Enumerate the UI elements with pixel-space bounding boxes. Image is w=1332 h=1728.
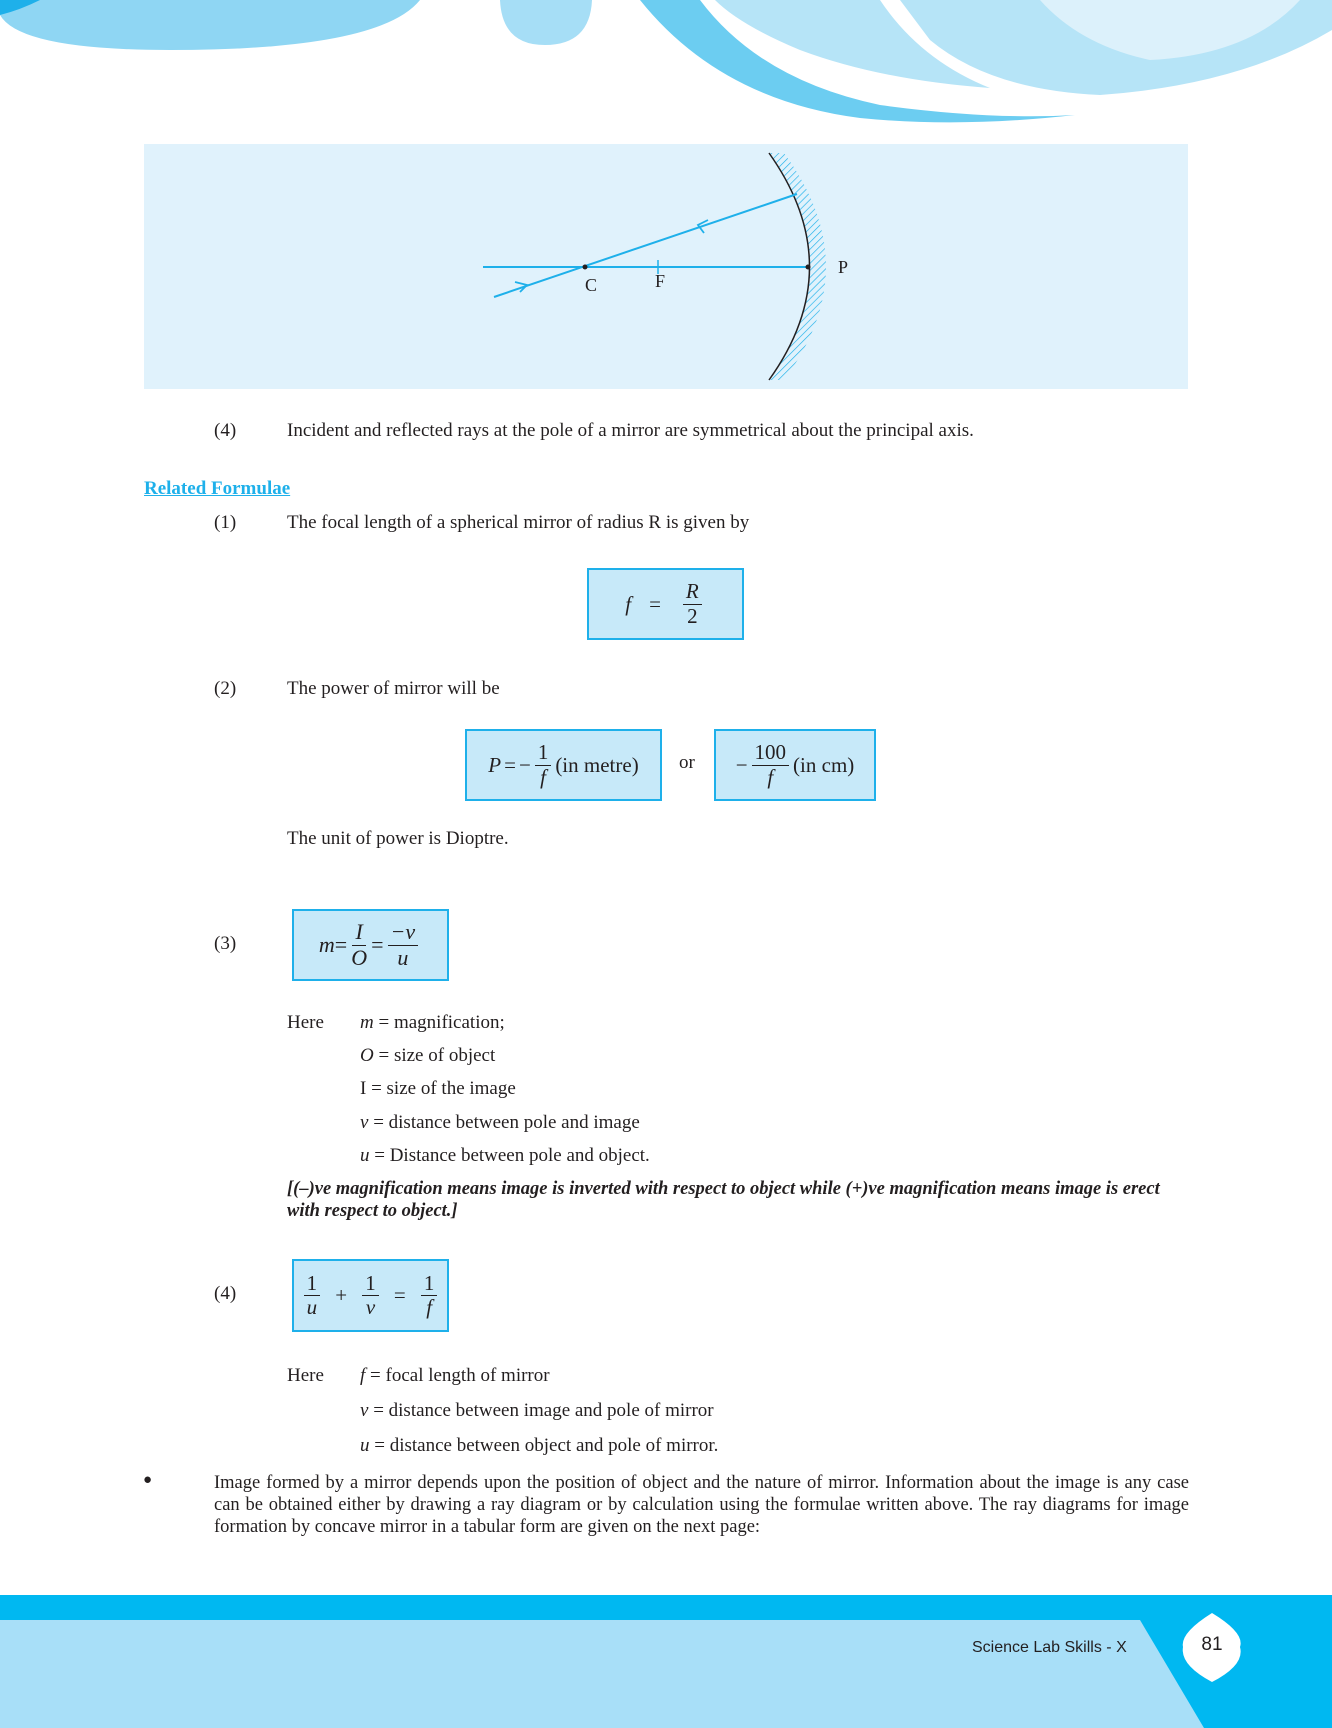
minus: − bbox=[518, 752, 531, 777]
pole-point bbox=[806, 265, 811, 270]
or-text: or bbox=[679, 752, 695, 773]
label-p: P bbox=[838, 257, 849, 277]
definition-text: I = size of the image bbox=[360, 1078, 516, 1099]
power-formula-metre bbox=[465, 729, 662, 801]
numerator: 1 bbox=[421, 1272, 438, 1296]
focal-length-formula bbox=[587, 568, 744, 640]
point-text: Incident and reflected rays at the pole of a mirror are symmetrical about the principal axis. bbox=[287, 420, 974, 441]
definition-text: = magnification; bbox=[373, 1012, 505, 1033]
section-heading: Related Formulae bbox=[144, 478, 291, 499]
formula-4-number: (4) bbox=[214, 1283, 237, 1304]
definition bbox=[360, 1112, 640, 1134]
fraction bbox=[535, 741, 552, 788]
definition bbox=[360, 1012, 505, 1034]
symbol: m bbox=[360, 1012, 374, 1033]
definition-text: = focal length of mirror bbox=[365, 1365, 550, 1386]
here-label: Here bbox=[287, 1365, 324, 1386]
plus: + bbox=[335, 1283, 348, 1307]
symbol: P bbox=[488, 752, 502, 777]
minus: − bbox=[735, 752, 748, 777]
point-number: (4) bbox=[214, 420, 237, 441]
symbol: O bbox=[360, 1045, 374, 1066]
numerator: 100 bbox=[752, 741, 790, 765]
definition bbox=[360, 1365, 550, 1387]
fraction bbox=[304, 1272, 321, 1319]
numerator: R bbox=[683, 580, 702, 604]
denominator: u bbox=[397, 944, 409, 970]
symbol: f bbox=[360, 1365, 366, 1386]
concave-mirror-diagram bbox=[144, 144, 1188, 389]
formula-3-number: (3) bbox=[214, 933, 237, 954]
symbol: f bbox=[625, 591, 632, 616]
definition bbox=[360, 1435, 718, 1457]
formula-2-number: (2) bbox=[214, 678, 237, 699]
denominator: v bbox=[365, 1295, 376, 1319]
denominator: f bbox=[767, 764, 774, 789]
definition bbox=[360, 1045, 495, 1067]
denominator: O bbox=[351, 944, 368, 970]
definition bbox=[360, 1145, 650, 1167]
magnification-note: [(–)ve magnification means image is inverted with respect to object while (+)ve magnification means image is erect with respect to object.] bbox=[287, 1179, 1160, 1221]
formula-1-number: (1) bbox=[214, 512, 237, 533]
equals: = bbox=[371, 932, 384, 957]
numerator: 1 bbox=[304, 1272, 321, 1296]
denominator: f bbox=[540, 764, 546, 789]
definition-text: = size of object bbox=[373, 1045, 496, 1066]
numerator: 1 bbox=[535, 741, 552, 765]
ray bbox=[494, 194, 797, 297]
definition-text: = distance between image and pole of mirror bbox=[368, 1400, 714, 1421]
center-point bbox=[583, 265, 588, 270]
fraction bbox=[362, 1272, 379, 1319]
label-f: F bbox=[655, 271, 666, 291]
numerator: 1 bbox=[362, 1272, 379, 1296]
denominator: u bbox=[306, 1295, 318, 1319]
ray-diagram bbox=[144, 144, 1188, 389]
definition bbox=[360, 1400, 714, 1422]
page-number: 81 bbox=[1201, 1634, 1223, 1655]
equals: = bbox=[393, 1283, 406, 1307]
bullet-icon: ● bbox=[143, 1472, 153, 1488]
here-label: Here bbox=[287, 1012, 324, 1033]
mirror-formula bbox=[292, 1259, 449, 1332]
fraction bbox=[351, 920, 367, 969]
unit-note: The unit of power is Dioptre. bbox=[287, 828, 509, 849]
fraction bbox=[388, 920, 419, 969]
unit: (in metre) bbox=[555, 752, 639, 777]
footer-band bbox=[0, 1595, 1332, 1728]
equals: = bbox=[334, 932, 348, 957]
unit: (in cm) bbox=[793, 752, 855, 777]
symbol: u bbox=[360, 1435, 370, 1456]
numerator: I bbox=[352, 920, 365, 945]
bullet-paragraph: Image formed by a mirror depends upon the position of object and the nature of mirror. Information about the image is any case can be obtained either by drawing a ray diagram or by calculation using the formulae written above. The ray diagrams for image formation by concave mirror in a tabular form are given on the next page: bbox=[214, 1473, 1189, 1537]
formula-1-text: The focal length of a spherical mirror of radius R is given by bbox=[287, 512, 750, 533]
book-title: Science Lab Skills - X bbox=[972, 1639, 1127, 1656]
symbol: m bbox=[318, 932, 335, 957]
symbol: v bbox=[360, 1400, 369, 1421]
definition-text: = distance between object and pole of mirror. bbox=[369, 1435, 719, 1456]
definition bbox=[360, 1078, 516, 1100]
formula-2-text: The power of mirror will be bbox=[287, 678, 500, 699]
fraction bbox=[683, 580, 702, 627]
definition-text: = Distance between pole and object. bbox=[369, 1145, 650, 1166]
power-formula-cm bbox=[714, 729, 876, 801]
equals: = bbox=[649, 591, 661, 616]
header-decoration bbox=[0, 0, 1332, 140]
fraction bbox=[421, 1272, 438, 1319]
fraction bbox=[752, 741, 790, 788]
equals: = bbox=[504, 752, 516, 777]
denominator: 2 bbox=[687, 603, 698, 628]
numerator: −v bbox=[388, 920, 419, 945]
denominator: f bbox=[426, 1295, 433, 1319]
definition-text: = distance between pole and image bbox=[368, 1112, 640, 1133]
magnification-formula bbox=[292, 909, 449, 981]
symbol: v bbox=[360, 1112, 369, 1133]
symbol: u bbox=[360, 1145, 370, 1166]
label-c: C bbox=[585, 275, 598, 295]
